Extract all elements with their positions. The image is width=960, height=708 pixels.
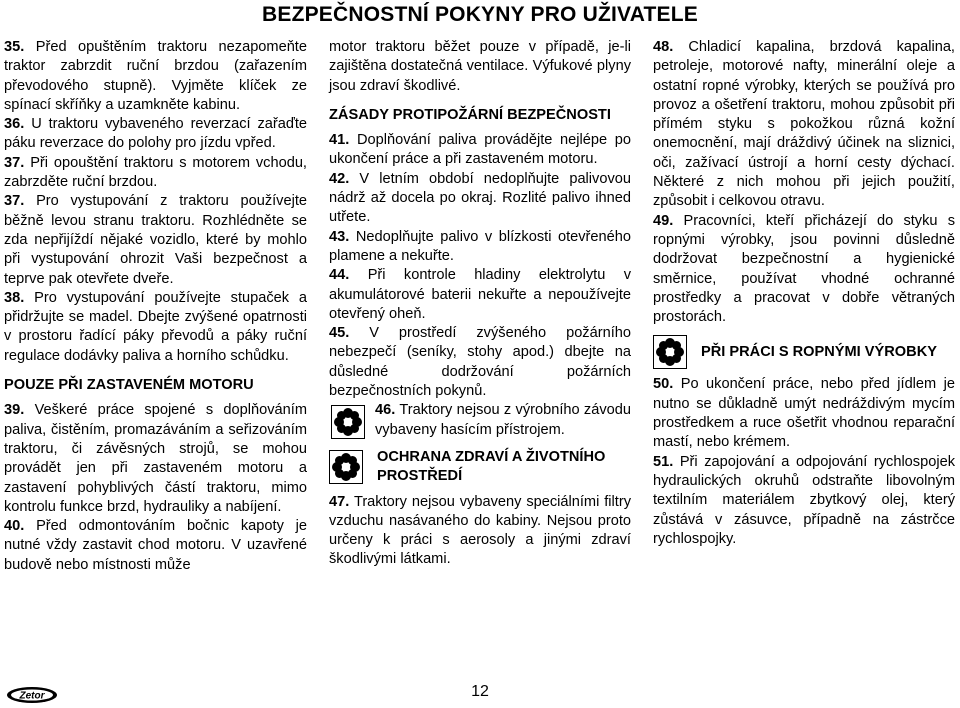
item-45: 45. V prostředí zvýšeného požárního nebezpečí (seníky, stohy apod.) dbejte na důsledné dodržování požárních bezpečnostních pokynů. [329, 325, 631, 400]
item-49: 49. Pracovníci, kteří přicházejí do styku s ropnými výrobky, jsou povinni důsledně dodržovat bezpečnostní a hygienické směrnice, používat vhodné ochranné prostředky a pracovat v dobře větraných prostorách. [653, 212, 955, 326]
flower-icon [329, 450, 363, 484]
item-40-continued: motor traktoru běžet pouze v případě, je-li zajištěna dostatečná ventilace. Výfukové plyny jsou zdraví škodlivé. [329, 39, 631, 94]
item-40: 40. Před odmontováním bočnic kapoty je nutné vždy zastavit chod motoru. V uzavřené budově nebo místnosti může [4, 518, 307, 573]
heading-oil-products: PŘI PRÁCI S ROPNÝMI VÝROBKY [701, 343, 937, 360]
item-41: 41. Doplňování paliva provádějte nejlépe po ukončení práce a při zastaveném motoru. [329, 132, 631, 168]
flower-icon [331, 405, 365, 439]
item-42: 42. V letním období nedoplňujte palivovou nádrž až docela po okraj. Rozlité palivo ihned utřete. [329, 170, 631, 226]
column-3 [653, 38, 955, 549]
item-38: 38. Pro vystupování používejte stupaček a přidržujte se madel. Dbejte zvýšené opatrnosti v prostoru řadící páky převodů a páky ruční regulace dodávky paliva a horního schůdku. [4, 289, 307, 364]
item-44: 44. Při kontrole hladiny elektrolytu v akumulátorové baterii nekuřte a nepoužívejte otevřený oheň. [329, 267, 632, 322]
page-title: BEZPEČNOSTNÍ POKYNY PRO UŽIVATELE [262, 3, 698, 26]
item-35: 35. Před opuštěním traktoru nezapomeňte traktor zabrzdit ruční brzdou (zařazením převodového stupně). Vyjměte klíček ze spínací skříňky a uzamkněte kabinu. [4, 39, 307, 113]
page-number: 12 [471, 683, 489, 700]
item-46: 46. Traktory nejsou z výrobního závodu vybaveny hasícím přístrojem. [329, 401, 631, 440]
heading-engine-stopped: POUZE PŘI ZASTAVENÉM MOTORU [4, 377, 254, 394]
item-37b: 37. Pro vystupování z traktoru používejte běžně levou stranu traktoru. Rozhlédněte se zda nepřijíždí nějaké vozidlo, které by mohlo při vystupování ohrozit Vaši bezpečnost a teprve pak otevřete dveře. [4, 193, 307, 287]
item-48: 48. Chladicí kapalina, brzdová kapalina, petroleje, motorové nafty, minerální oleje a ostatní ropné výrobky, kterých se používá pro provoz a ošetření traktoru, mohou způsobit při přímém styku s pokožkou různá kožní onemocnění, mají dráždivý účinek na sliznici, oči, zažívací ústrojí a horní cesty dýchací. Některé z nich mohou při jejich použití, způsobit i celkovou otravu. [653, 39, 955, 210]
heading-fire-safety: ZÁSADY PROTIPOŽÁRNÍ BEZPEČNOSTI [329, 106, 611, 123]
flower-icon [653, 335, 687, 369]
item-50: 50. Po ukončení práce, nebo před jídlem je nutno se důkladně umýt nedráždivým mycím prostředkem a ruce ošetřit vhodnou reparační mastí, nebo krémem. [653, 376, 955, 451]
item-47: 47. Traktory nejsou vybaveny speciálními filtry vzduchu nasávaného do kabiny. Nejsou proto určeny k práci s aerosoly a jinými zdraví škodlivými látkami. [329, 493, 631, 568]
item-36: 36. U traktoru vybaveného reverzací zařaďte páku reverzace do polohy pro jízdu vpřed. [4, 116, 307, 152]
item-51: 51. Při zapojování a odpojování rychlospojek hydraulických okruhů odstraňte libovolným textilním materiálem zbytkový olej, který zůstává v zásuvce, případně na zástrčce rychlospojky. [653, 453, 955, 547]
svg-text:Zetor: Zetor [19, 690, 45, 702]
item-39: 39. Veškeré práce spojené s doplňováním paliva, čistěním, promazáváním a seřizováním traktoru, či závěsných strojů, se mohou provádět jen při zastaveném motoru a zastavení pohyblivých částí traktoru, mimo kontrolu funkce brzd, hydrauliky a nabíjení. [4, 402, 307, 515]
heading-oil-row [653, 335, 955, 369]
heading-health-row [329, 448, 631, 487]
item-43: 43. Nedoplňujte palivo v blízkosti otevřeného plamene a nekuřte. [329, 228, 631, 264]
heading-health-environment: OCHRANA ZDRAVÍ A ŽIVOTNÍHO PROSTŘEDÍ [377, 448, 606, 485]
item-37a: 37. Při opouštění traktoru s motorem vchodu, zabrzděte ruční brzdou. [4, 154, 307, 191]
column-1 [4, 38, 307, 575]
column-2 [329, 38, 631, 570]
